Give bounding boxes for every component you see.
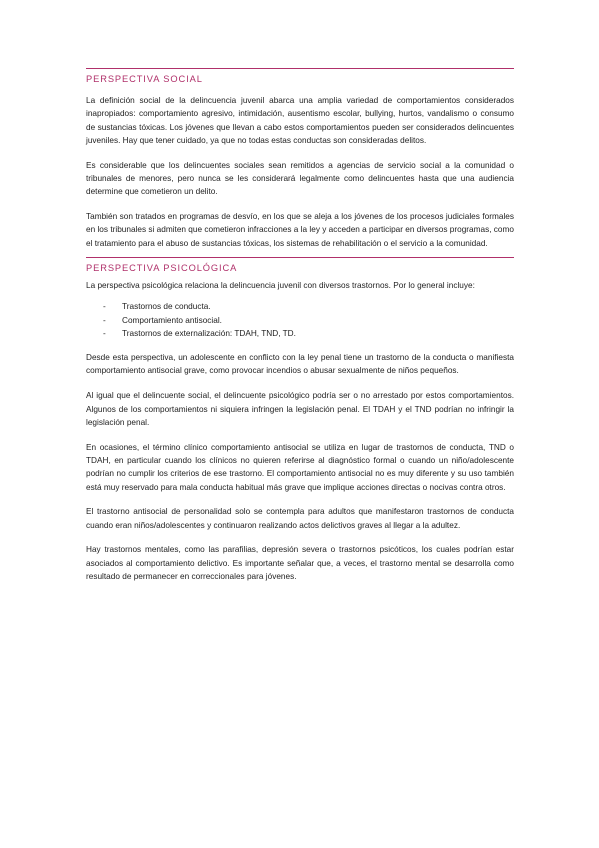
section-social bbox=[86, 68, 514, 250]
list-marker: - bbox=[103, 302, 106, 312]
list-marker: - bbox=[103, 328, 106, 338]
paragraph: Al igual que el delincuente social, el delincuente psicológico podría ser o no arrestado por estos comportamientos. Algunos de los comportamientos ni siquiera infringen la legislación penal. El TDAH y el TND podrían no infringir la legislación penal. bbox=[86, 391, 514, 427]
list-item: - Comportamiento antisocial. bbox=[86, 314, 514, 327]
list-item: - Trastornos de externalización: TDAH, TND, TD. bbox=[86, 327, 514, 340]
disorder-list bbox=[86, 300, 514, 340]
section-divider bbox=[86, 257, 514, 258]
paragraph: Es considerable que los delincuentes sociales sean remitidos a agencias de servicio social a la comunidad o tribunales de menores, pero nunca se les considerará legalmente como delincuentes hasta que una audiencia determine que cometieron un delito. bbox=[86, 160, 514, 197]
paragraph-intro: La perspectiva psicológica relaciona la delincuencia juvenil con diversos trastornos. Por lo general incluye: bbox=[86, 280, 475, 290]
section-divider bbox=[86, 68, 514, 69]
paragraph: Desde esta perspectiva, un adolescente en conflicto con la ley penal tiene un trastorno de la conducta o manifiesta comportamiento antisocial grave, como provocar incendios o abusar sexualmente de niños pequeños. bbox=[86, 353, 514, 376]
document-page bbox=[86, 68, 514, 595]
paragraph: Hay trastornos mentales, como las parafilias, depresión severa o trastornos psicóticos, los cuales podrían estar asociados al comportamiento delictivo. Es importante señalar que, a veces, el trastorno mental se desarrolla como resultado de permanecer en correccionales para jóvenes. bbox=[86, 545, 514, 582]
section-psicologica bbox=[86, 257, 514, 583]
paragraph: El trastorno antisocial de personalidad solo se contempla para adultos que manifestaron trastornos de conducta cuando eran niños/adolescentes y continuaron realizando actos delictivos graves al llegar a la adultez. bbox=[86, 507, 514, 530]
list-marker: - bbox=[103, 315, 106, 325]
paragraph: La definición social de la delincuencia juvenil abarca una amplia variedad de comportamientos considerados inapropiados: comportamiento agresivo, intimidación, ausentismo escolar, bullying, hurtos, vandalismo o consumo de sustancias tóxicas. Los jóvenes que llevan a cabo estos comportamientos pueden ser considerados delincuentes juveniles. Hay que tener cuidado, ya que no todas estas conductas son consideradas delitos. bbox=[86, 96, 514, 145]
section-heading: PERSPECTIVA SOCIAL bbox=[86, 74, 203, 84]
paragraph: En ocasiones, el término clínico comportamiento antisocial se utiliza en lugar de trastornos de conducta, TND o TDAH, en particular cuando los clínicos no quieren referirse al diagnóstico formal o cuando un niño/adolescente podrían no cumplir los criterios de ese trastorno. El comportamiento antisocial no es muy diferente y su uso también está muy reservado para mala conducta habitual más grave que implique acciones directas o nocivas contra otros. bbox=[86, 442, 514, 492]
paragraph: También son tratados en programas de desvío, en los que se aleja a los jóvenes de los procesos judiciales formales en los tribunales si admiten que cometieron infracciones a la ley y acceden a participar en diversos programas, como el tratamiento para el abuso de sustancias tóxicas, los sistemas de rehabilitación o el servicio a la comunidad. bbox=[86, 212, 514, 248]
section-heading: PERSPECTIVA PSICOLÓGICA bbox=[86, 262, 238, 273]
list-item: - Trastornos de conducta. bbox=[86, 300, 514, 313]
